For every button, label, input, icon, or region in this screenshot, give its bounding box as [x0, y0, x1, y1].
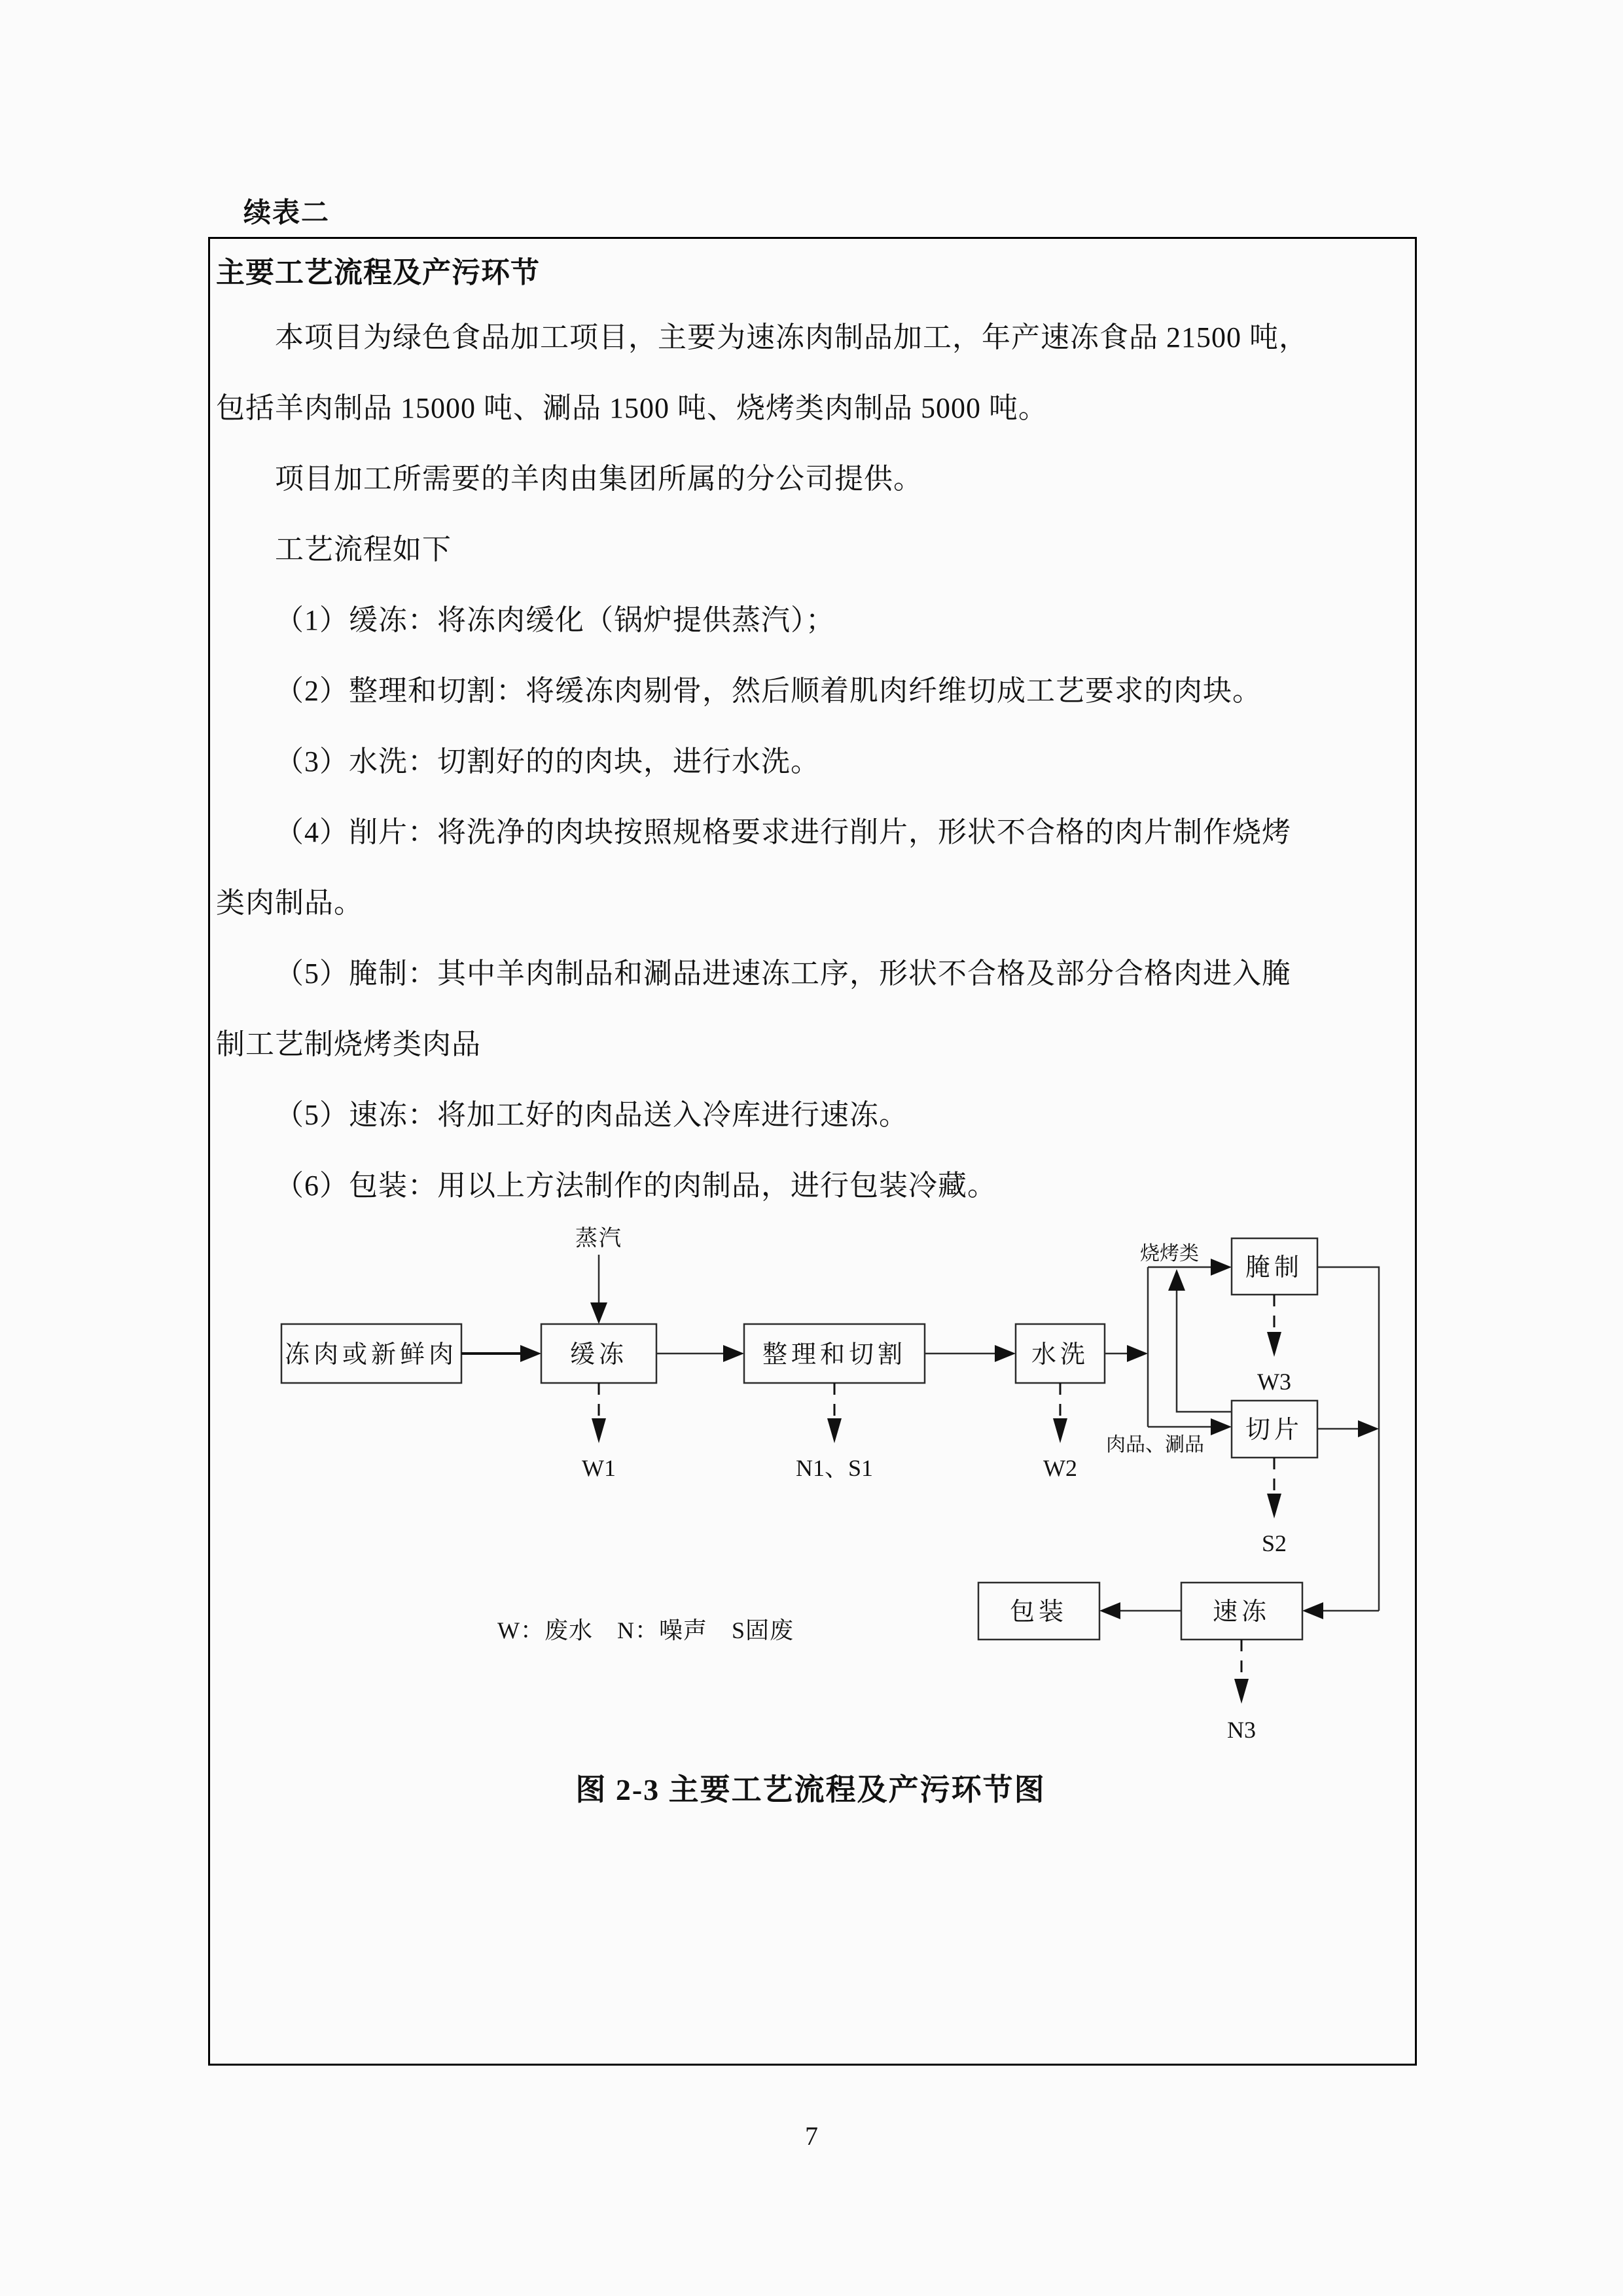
emission-arrowhead-w3-icon: [1267, 1332, 1281, 1357]
marinate-output-line: [1317, 1267, 1379, 1611]
flow-box-wash-label: 水洗: [1031, 1341, 1090, 1369]
arrowhead-freeze-to-pack-icon: [1099, 1602, 1120, 1619]
arrowhead-junction-to-slice-icon: [1211, 1418, 1232, 1435]
page-number: 7: [805, 2121, 818, 2151]
body-line: 本项目为绿色食品加工项目，主要为速冻肉制品加工，年产速冻食品 21500 吨，: [275, 321, 1308, 353]
branch-label-meat: 肉品、涮品: [1106, 1434, 1204, 1456]
arrowhead-into-freeze-icon: [1302, 1602, 1323, 1619]
body-text-block: [216, 302, 1410, 1221]
body-line: （1）缓冻：将冻肉缓化（锅炉提供蒸汽）；: [275, 604, 835, 636]
emission-label-n3: N3: [1227, 1717, 1256, 1743]
arrowhead-junction-to-marinate-icon: [1211, 1259, 1232, 1276]
arrowhead-wash-to-junction-icon: [1127, 1345, 1148, 1362]
flow-box-thaw-label: 缓冻: [569, 1341, 628, 1369]
body-line: （5）速冻：将加工好的肉品送入冷库进行速冻。: [275, 1099, 908, 1131]
body-line: （6）包装：用以上方法制作的肉制品，进行包装冷藏。: [275, 1170, 997, 1202]
arrowhead-raw-to-thaw-icon: [520, 1345, 541, 1362]
flow-box-raw-meat-label: 冻肉或新鲜肉: [284, 1341, 458, 1369]
emission-arrowhead-w2-icon: [1053, 1418, 1067, 1443]
continuation-table-label: 续表二: [243, 198, 330, 228]
flow-box-pack-label: 包装: [1009, 1598, 1068, 1626]
body-line: （3）水洗：切割好的的肉块，进行水洗。: [275, 745, 820, 778]
body-line: 类肉制品。: [216, 887, 363, 919]
emission-label-w3: W3: [1257, 1369, 1291, 1395]
loop-slice-to-marinate-line: [1177, 1291, 1232, 1412]
figure-caption: 图 2-3 主要工艺流程及产污环节图: [575, 1773, 1046, 1806]
emission-label-s2: S2: [1261, 1530, 1287, 1556]
emission-label-w1: W1: [582, 1455, 616, 1481]
body-line: 制工艺制烧烤类肉品: [216, 1028, 481, 1060]
flow-box-freeze-label: 速冻: [1212, 1598, 1271, 1626]
arrowhead-thaw-to-trim-icon: [723, 1345, 744, 1362]
body-line: （4）削片：将洗净的肉块按照规格要求进行削片，形状不合格的肉片制作烧烤: [275, 816, 1291, 848]
table-header-title: 主要工艺流程及产污环节: [216, 257, 540, 289]
body-line: （2）整理和切割：将缓冻肉剔骨，然后顺着肌肉纤维切成工艺要求的肉块。: [275, 675, 1262, 707]
arrowhead-slice-output-icon: [1358, 1420, 1379, 1437]
arrowhead-loop-up-icon: [1168, 1269, 1185, 1291]
emission-arrowhead-n1s1-icon: [827, 1418, 842, 1443]
body-line: 工艺流程如下: [275, 533, 452, 565]
emission-arrowhead-s2-icon: [1267, 1494, 1281, 1518]
flow-box-marinate-label: 腌制: [1245, 1254, 1304, 1282]
emission-arrowhead-n3-icon: [1234, 1679, 1249, 1704]
steam-arrowhead-icon: [590, 1302, 607, 1324]
emission-label-w2: W2: [1043, 1455, 1077, 1481]
process-flow-diagram: [208, 1214, 1413, 1777]
branch-label-bbq: 烧烤类: [1140, 1243, 1199, 1265]
body-line: 包括羊肉制品 15000 吨、涮品 1500 吨、烧烤类肉制品 5000 吨。: [216, 392, 1048, 424]
body-line: （5）腌制：其中羊肉制品和涮品进速冻工序，形状不合格及部分合格肉进入腌: [275, 958, 1291, 990]
diagram-legend: W：废水 N：噪声 S固废: [497, 1617, 794, 1643]
body-line: 项目加工所需要的羊肉由集团所属的分公司提供。: [275, 463, 923, 495]
steam-input-label: 蒸汽: [575, 1227, 622, 1251]
emission-arrowhead-w1-icon: [592, 1418, 606, 1443]
arrowhead-trim-to-wash-icon: [995, 1345, 1016, 1362]
emission-label-n1s1: N1、S1: [795, 1455, 874, 1481]
flow-box-slice-label: 切片: [1245, 1416, 1304, 1444]
flow-box-trim-cut-label: 整理和切割: [762, 1341, 907, 1369]
